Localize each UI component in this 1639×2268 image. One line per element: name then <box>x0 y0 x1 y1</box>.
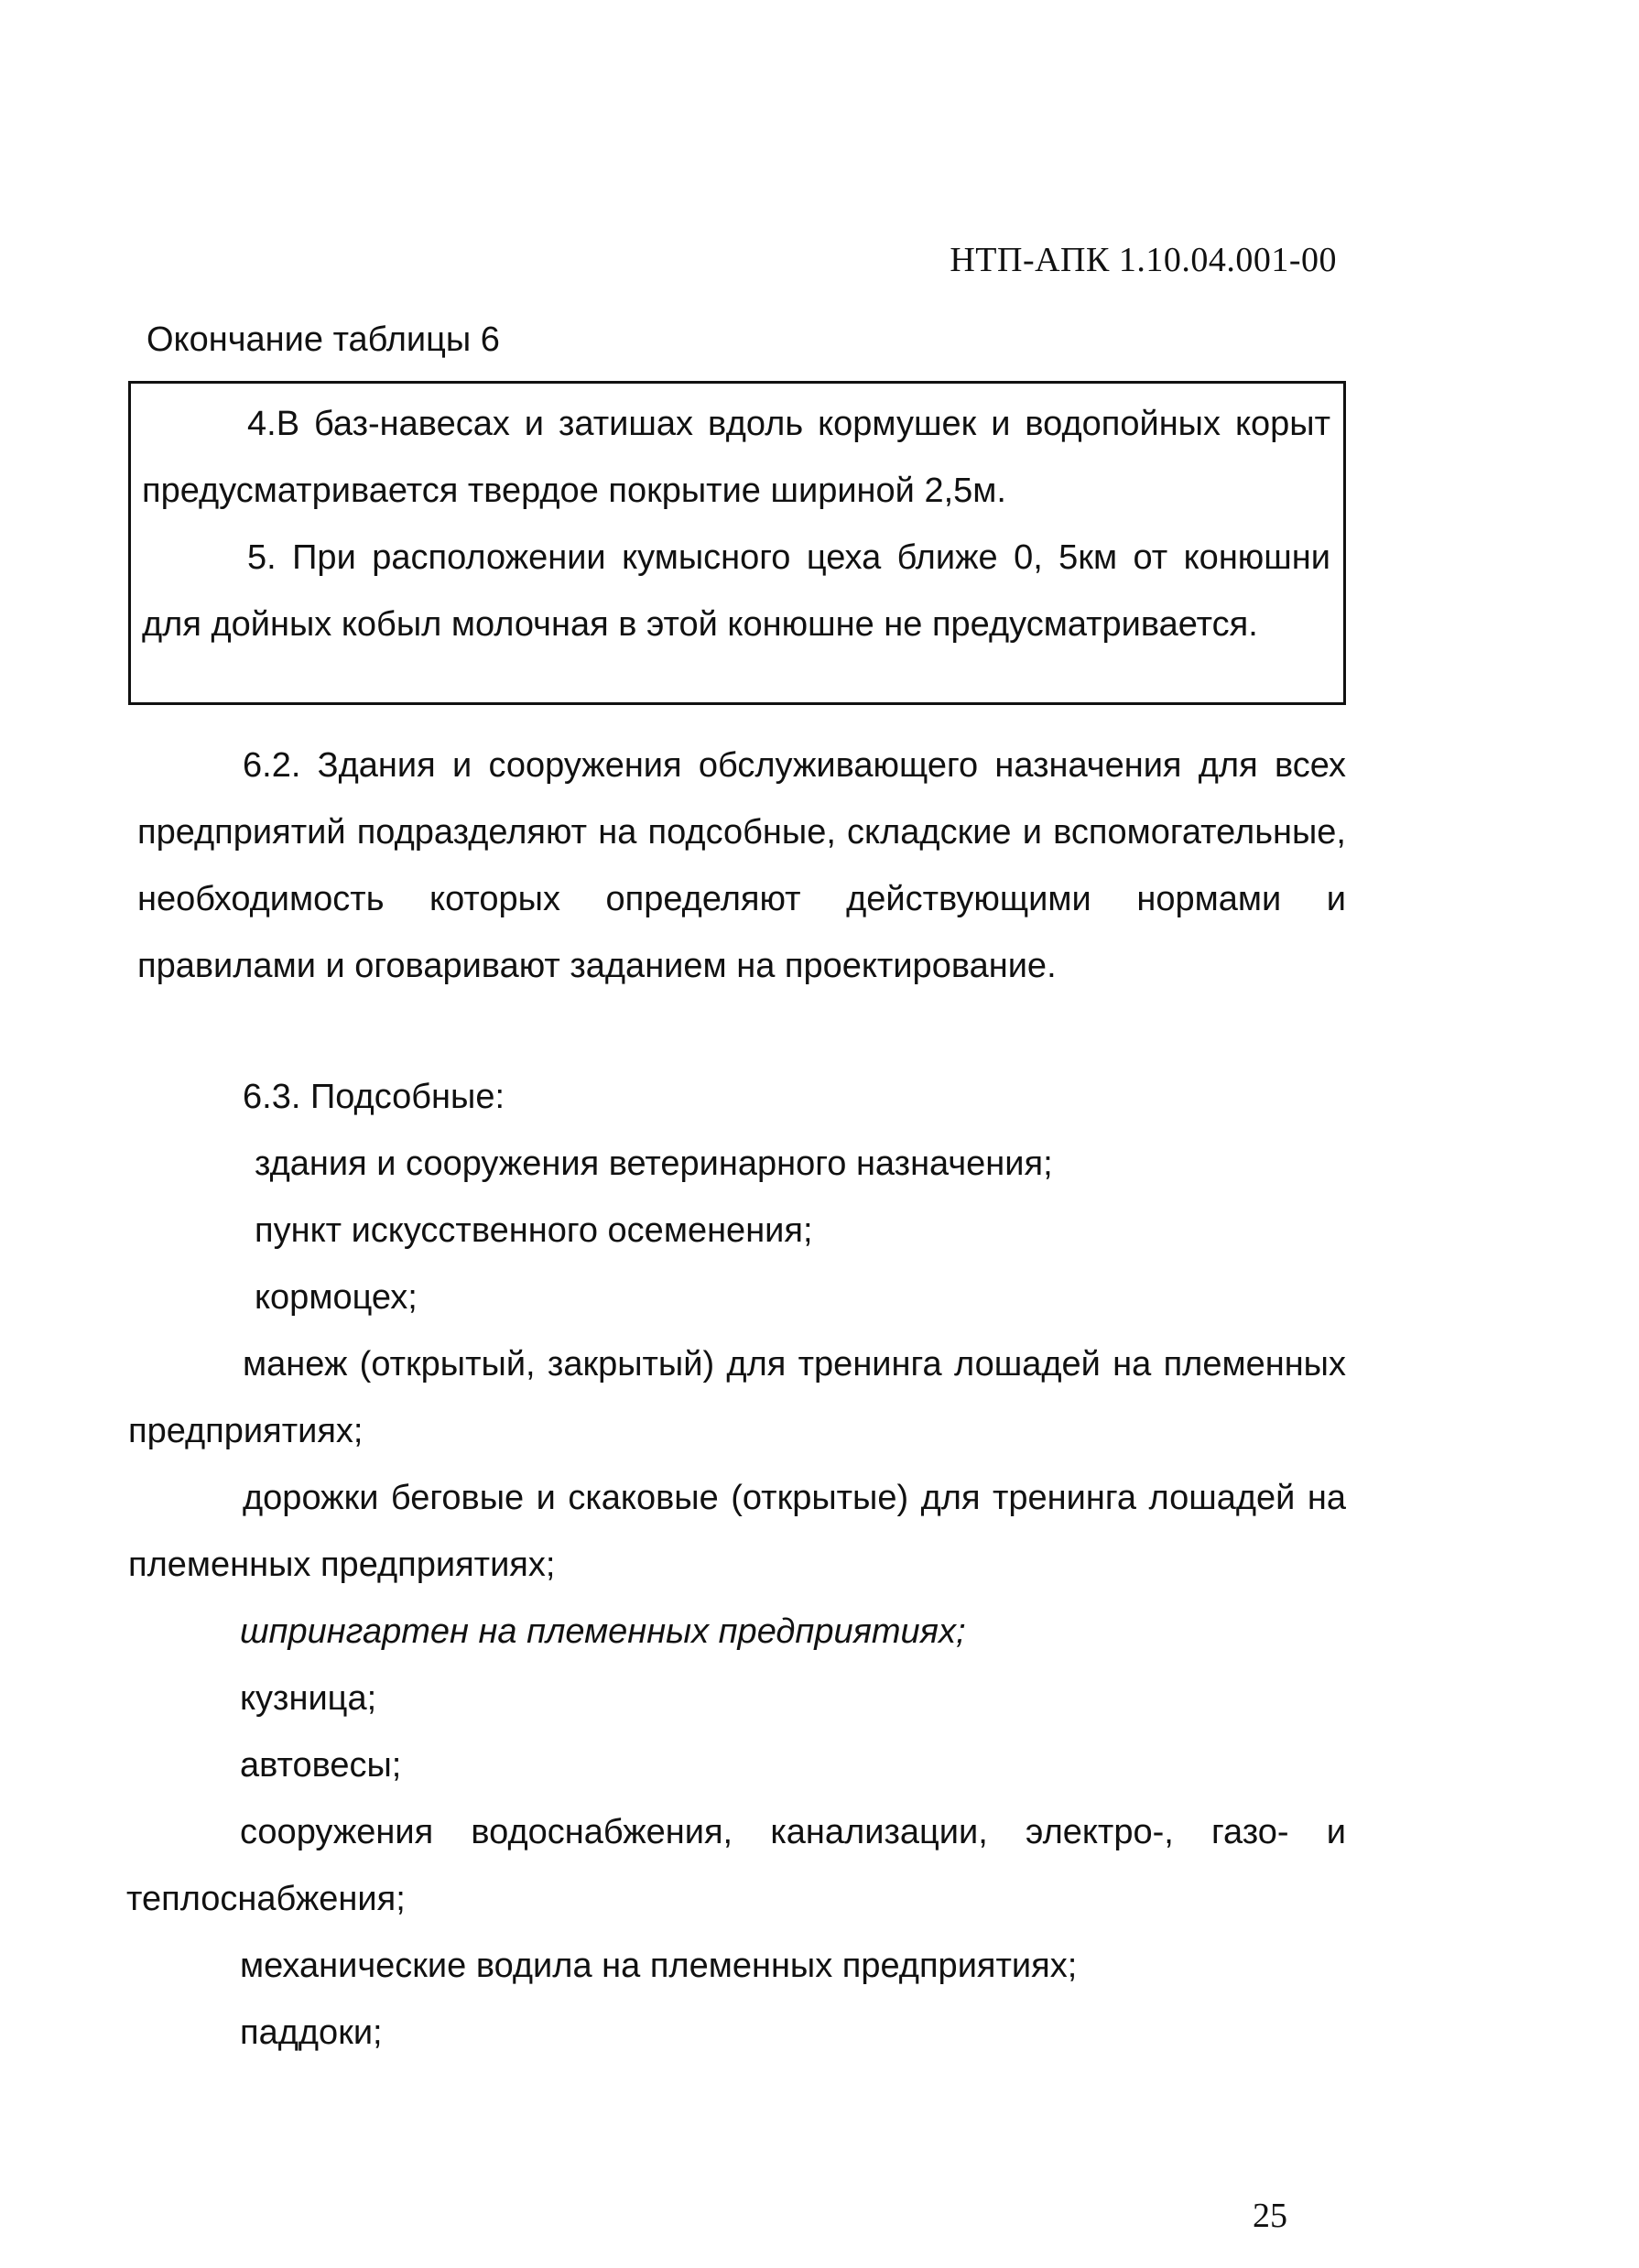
list-item-mechanical-walkers: механические водила на племенных предприятиях; <box>240 1947 1078 1985</box>
list-item-utilities: сооружения водоснабжения, канализации, электро-, газо- и теплоснабжения; <box>126 1813 1346 1918</box>
page-number: 25 <box>1253 2197 1287 2235</box>
table-notes-box <box>128 381 1346 705</box>
list-item-feed-shop: кормоцех; <box>255 1278 418 1317</box>
table-note-4: 4.В баз-навесах и затишах вдоль кормушек и водопойных корыт предусматривается твердое покрытие шириной 2,5м. <box>142 405 1330 510</box>
list-item-tracks: дорожки беговые и скаковые (открытые) для тренинга лошадей на племенных предприятиях; <box>128 1479 1346 1584</box>
document-code: НТП-АПК 1.10.04.001-00 <box>950 241 1337 279</box>
list-item-truck-scales: автовесы; <box>240 1746 402 1785</box>
list-item-springarten: шпрингартен на племенных предприятиях; <box>240 1612 966 1651</box>
table-note-5: 5. При расположении кумысного цеха ближе 0, 5км от конюшни для дойных кобыл молочная в этой конюшне не предусматривается. <box>142 538 1330 644</box>
list-item-veterinary: здания и сооружения ветеринарного назначения; <box>255 1145 1053 1183</box>
list-item-paddocks: паддоки; <box>240 2013 383 2052</box>
section-6-3-heading: 6.3. Подсобные: <box>243 1078 505 1116</box>
list-item-insemination: пункт искусственного осеменения; <box>255 1211 813 1250</box>
paragraph-6-2: 6.2. Здания и сооружения обслуживающего назначения для всех предприятий подразделяют на подсобные, складские и вспомогательные, необходимость которых определяют действующими нормами и правилами и оговаривают заданием на проектирование. <box>137 746 1346 985</box>
list-item-arena: манеж (открытый, закрытый) для тренинга лошадей на племенных предприятиях; <box>128 1345 1346 1450</box>
table-caption: Окончание таблицы 6 <box>147 320 500 359</box>
list-item-smithy: кузница; <box>240 1679 377 1718</box>
